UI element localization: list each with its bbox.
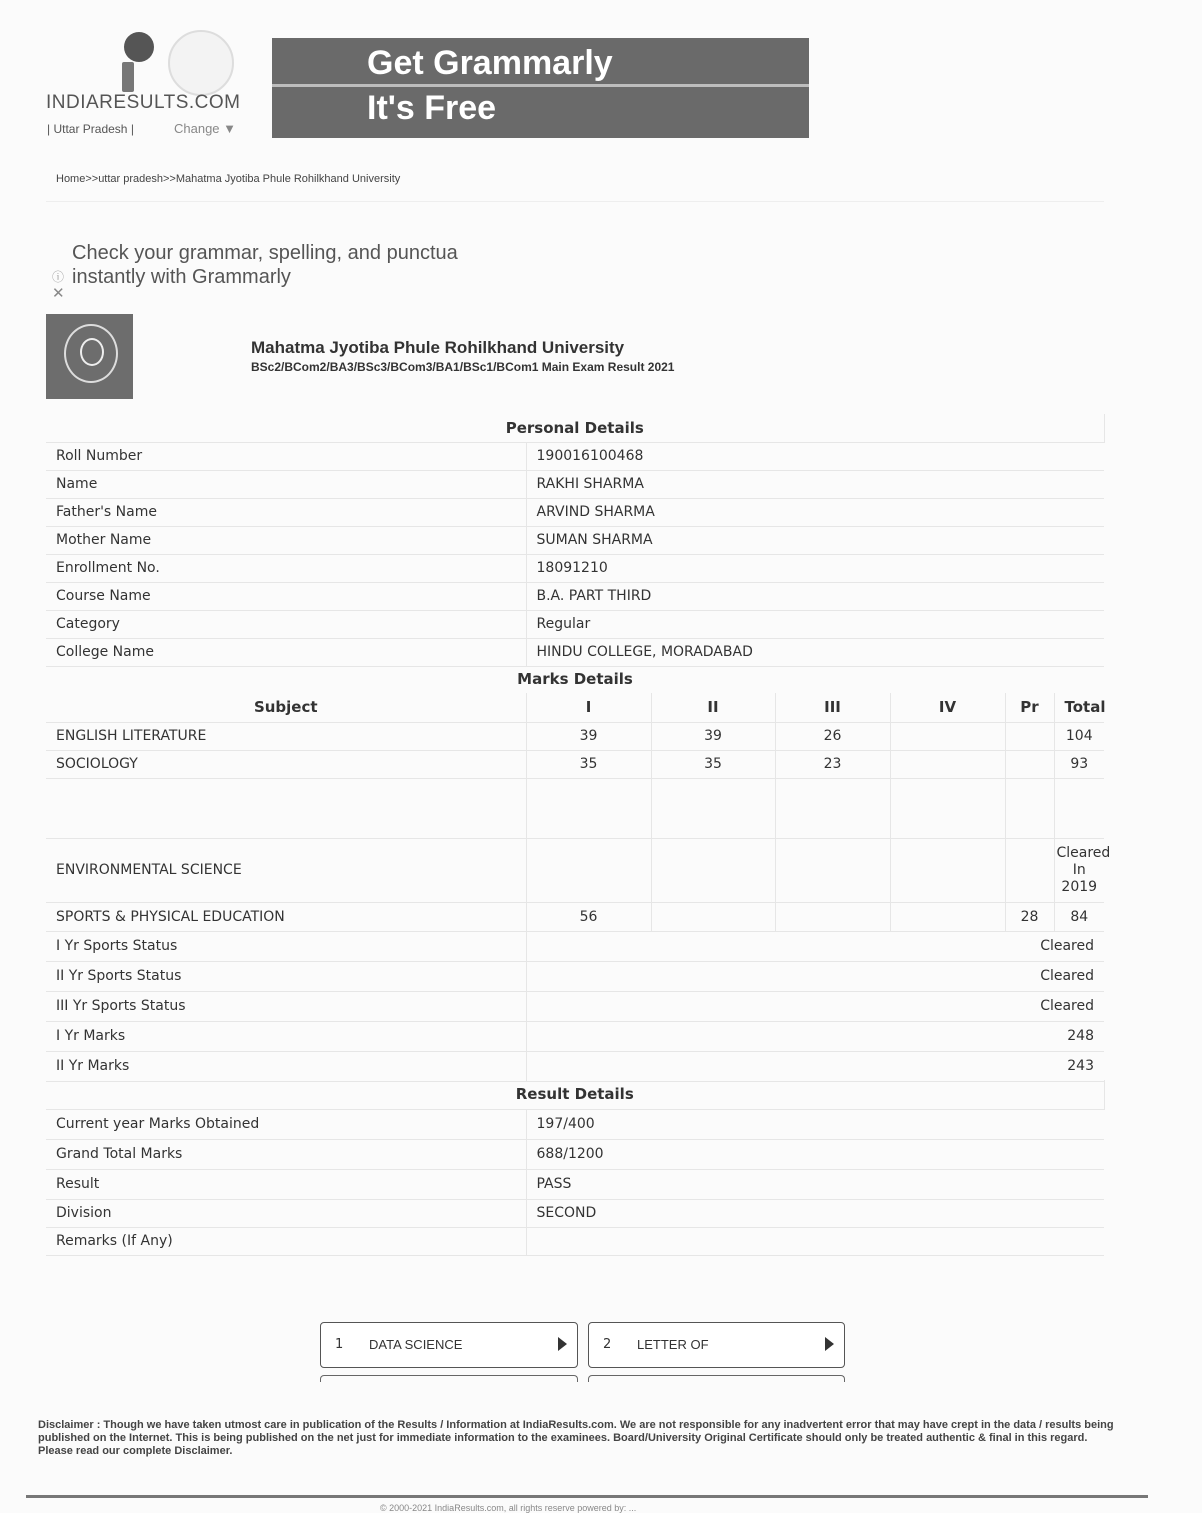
row-value: 688/1200 <box>526 1139 1104 1169</box>
table-row <box>46 991 1104 1021</box>
table-row <box>46 722 1104 750</box>
row-label: Remarks (If Any) <box>46 1227 526 1255</box>
result-details-title: Result Details <box>46 1080 1104 1109</box>
table-row <box>46 778 1104 838</box>
table-row <box>46 582 1104 610</box>
mark-i: 56 <box>526 902 651 931</box>
status-label: I Yr Marks <box>46 1021 526 1051</box>
mark-i: 35 <box>526 750 651 778</box>
ad-line-2: instantly with Grammarly <box>72 266 291 288</box>
play-arrow-icon <box>558 1337 567 1351</box>
copyright-text: © 2000-2021 IndiaResults.com, all rights reserve powered by: ... <box>380 1503 637 1513</box>
change-state-link[interactable]: Change ▼ <box>174 121 237 136</box>
mark-pr <box>1005 722 1054 750</box>
indiaresults-logo-icon[interactable] <box>118 32 158 94</box>
row-value: 190016100468 <box>526 442 1104 470</box>
row-label: Grand Total Marks <box>46 1139 526 1169</box>
mark-i: 39 <box>526 722 651 750</box>
mark-total <box>1054 778 1104 838</box>
table-row <box>46 1051 1104 1081</box>
row-value: 18091210 <box>526 554 1104 582</box>
status-value: Cleared <box>526 961 1104 991</box>
status-label: II Yr Marks <box>46 1051 526 1081</box>
table-row <box>46 610 1104 638</box>
row-value: PASS <box>526 1169 1104 1199</box>
row-value: HINDU COLLEGE, MORADABAD <box>526 638 1104 666</box>
table-row <box>46 442 1104 470</box>
row-value: 197/400 <box>526 1109 1104 1139</box>
row-value: Regular <box>526 610 1104 638</box>
col-pr: Pr <box>1005 693 1054 722</box>
subject: SOCIOLOGY <box>46 750 526 778</box>
table-row <box>46 554 1104 582</box>
mark-i <box>526 838 651 902</box>
table-row <box>46 931 1104 961</box>
grammarly-text-ad[interactable] <box>72 241 500 289</box>
banner-line-2: It's Free <box>367 89 497 127</box>
ad-line-1: Check your grammar, spelling, and punctua <box>72 242 458 264</box>
status-label: II Yr Sports Status <box>46 961 526 991</box>
mark-pr <box>1005 838 1054 902</box>
row-value: RAKHI SHARMA <box>526 470 1104 498</box>
grammarly-ad-banner[interactable] <box>272 38 809 138</box>
exam-title: BSc2/BCom2/BA3/BSc3/BCom3/BA1/BSc1/BCom1 Main Exam Result 2021 <box>251 360 675 374</box>
table-row <box>46 838 1104 902</box>
state-label: | Uttar Pradesh | <box>47 122 134 136</box>
table-row <box>46 1139 1104 1169</box>
ad-close-icon[interactable]: ✕ <box>52 284 65 302</box>
mark-ii <box>651 838 775 902</box>
row-label: Enrollment No. <box>46 554 526 582</box>
status-value: 243 <box>526 1051 1104 1081</box>
ad-info-icon[interactable]: ⓘ <box>52 270 65 284</box>
row-label: Category <box>46 610 526 638</box>
mark-total: 104 <box>1054 722 1104 750</box>
col-total: Total <box>1054 693 1104 722</box>
university-logo-icon <box>46 314 133 399</box>
mark-i <box>526 778 651 838</box>
table-row <box>46 961 1104 991</box>
subject: ENGLISH LITERATURE <box>46 722 526 750</box>
mark-pr <box>1005 750 1054 778</box>
row-label: Mother Name <box>46 526 526 554</box>
table-row <box>46 1199 1104 1227</box>
table-row <box>46 902 1104 931</box>
marks-details-table <box>46 693 1111 1082</box>
mark-iii: 23 <box>775 750 890 778</box>
related-link-letter-of[interactable] <box>588 1322 845 1368</box>
mark-ii <box>651 778 775 838</box>
personal-details-table <box>46 414 1105 667</box>
col-ii: II <box>651 693 775 722</box>
row-value <box>526 1227 1104 1255</box>
mark-ii: 39 <box>651 722 775 750</box>
row-label: Division <box>46 1199 526 1227</box>
related-link-number: 2 <box>603 1337 612 1352</box>
table-row <box>46 1169 1104 1199</box>
mark-iv <box>890 722 1005 750</box>
row-value: B.A. PART THIRD <box>526 582 1104 610</box>
row-value: SECOND <box>526 1199 1104 1227</box>
col-subject: Subject <box>46 693 526 722</box>
status-value: Cleared <box>526 931 1104 961</box>
related-link-label: DATA SCIENCE <box>369 1337 463 1352</box>
mark-total: 93 <box>1054 750 1104 778</box>
mark-pr: 28 <box>1005 902 1054 931</box>
row-label: Roll Number <box>46 442 526 470</box>
related-link-data-science[interactable] <box>320 1322 578 1368</box>
table-row <box>46 750 1104 778</box>
table-row <box>46 526 1104 554</box>
row-label: College Name <box>46 638 526 666</box>
subject <box>46 778 526 838</box>
row-label: Course Name <box>46 582 526 610</box>
status-label: I Yr Sports Status <box>46 931 526 961</box>
mark-ii: 35 <box>651 750 775 778</box>
status-label: III Yr Sports Status <box>46 991 526 1021</box>
breadcrumb[interactable]: Home>>uttar pradesh>>Mahatma Jyotiba Phule Rohilkhand University <box>56 173 401 185</box>
subject: SPORTS & PHYSICAL EDUCATION <box>46 902 526 931</box>
mark-ii <box>651 902 775 931</box>
mark-iii: 26 <box>775 722 890 750</box>
uttar-pradesh-seal-icon <box>168 30 234 96</box>
table-row <box>46 1227 1104 1255</box>
mark-total: 84 <box>1054 902 1104 931</box>
status-value: Cleared <box>526 991 1104 1021</box>
personal-details-title: Personal Details <box>46 414 1104 442</box>
mark-total: Cleared In 2019 <box>1054 838 1104 902</box>
related-link-number: 1 <box>335 1337 344 1352</box>
row-label: Father's Name <box>46 498 526 526</box>
mark-iii <box>775 778 890 838</box>
related-link-partial[interactable] <box>588 1375 845 1382</box>
table-row <box>46 498 1104 526</box>
mark-iii <box>775 902 890 931</box>
related-link-label: LETTER OF <box>637 1337 709 1352</box>
table-row <box>46 638 1104 666</box>
banner-line-1: Get Grammarly <box>367 44 613 82</box>
row-value: SUMAN SHARMA <box>526 526 1104 554</box>
row-value: ARVIND SHARMA <box>526 498 1104 526</box>
mark-pr <box>1005 778 1054 838</box>
divider <box>46 201 1104 202</box>
col-iii: III <box>775 693 890 722</box>
col-iv: IV <box>890 693 1005 722</box>
related-link-partial[interactable] <box>320 1375 578 1382</box>
table-row <box>46 1021 1104 1051</box>
site-logo-text[interactable]: INDIARESULTS.COM <box>46 92 241 113</box>
subject: ENVIRONMENTAL SCIENCE <box>46 838 526 902</box>
row-label: Current year Marks Obtained <box>46 1109 526 1139</box>
status-value: 248 <box>526 1021 1104 1051</box>
mark-iv <box>890 838 1005 902</box>
row-label: Result <box>46 1169 526 1199</box>
result-details-table <box>46 1080 1105 1256</box>
mark-iv <box>890 778 1005 838</box>
row-label: Name <box>46 470 526 498</box>
play-arrow-icon <box>825 1337 834 1351</box>
mark-iv <box>890 750 1005 778</box>
col-i: I <box>526 693 651 722</box>
university-name: Mahatma Jyotiba Phule Rohilkhand University <box>251 338 625 357</box>
mark-iv <box>890 902 1005 931</box>
mark-iii <box>775 838 890 902</box>
marks-details-title: Marks Details <box>517 670 633 688</box>
table-row <box>46 1109 1104 1139</box>
disclaimer-text: Disclaimer : Though we have taken utmost care in publication of the Results / Information at IndiaResults.com. We are not responsible for any inadvertent error that may have crept in the data / results being published on the Internet. This is being published on the net just for immediate information to the examinees. Board/University Original Certificate should only be treated authentic & final in this regard. Please read our complete Disclaimer. <box>38 1419 1114 1457</box>
table-row <box>46 470 1104 498</box>
footer-divider <box>26 1495 1148 1498</box>
